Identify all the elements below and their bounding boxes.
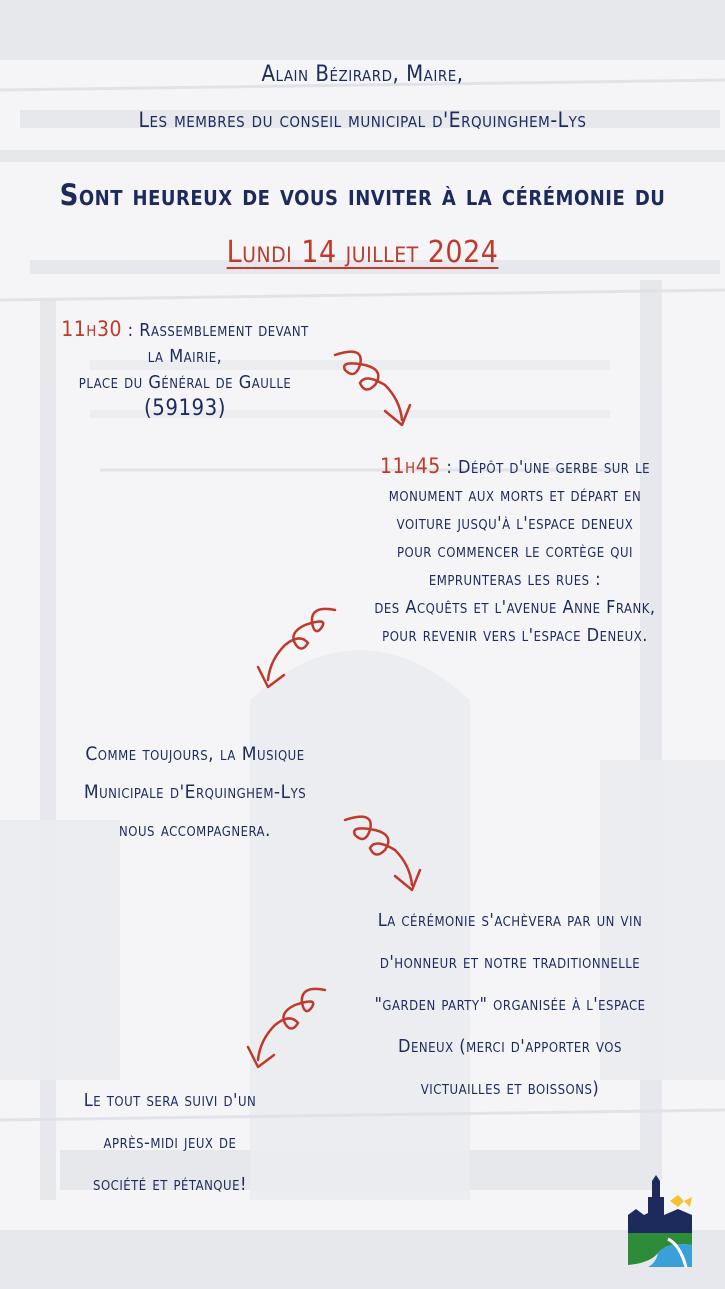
event-1130-line-2: la Mairie, bbox=[147, 346, 223, 367]
music-line-2: Municipale d'Erquinghem-Lys bbox=[83, 781, 307, 803]
curly-arrow-icon bbox=[240, 985, 330, 1075]
final-line-2: après-midi jeux de bbox=[103, 1132, 237, 1153]
event-1130-line-3: place du Général de Gaulle bbox=[78, 372, 292, 393]
event-1145-line-4: pour commencer le cortège qui bbox=[396, 541, 634, 562]
music-line-3: nous accompagnera. bbox=[119, 819, 271, 841]
event-1145-line-3: voiture jusqu'à l'espace deneux bbox=[396, 513, 634, 534]
closing-line-3: "garden party" organisée à l'espace bbox=[374, 994, 646, 1015]
curly-arrow-icon bbox=[340, 810, 430, 900]
final-line-1: Le tout sera suivi d'un bbox=[83, 1090, 257, 1111]
event-1145-time: 11h45 bbox=[380, 454, 441, 478]
event-1130-line-1: 11h30 : Rassemblement devant bbox=[61, 317, 309, 341]
final-line-3: société et pétanque! bbox=[93, 1174, 247, 1195]
event-1145 bbox=[330, 452, 700, 650]
ceremony-date: Lundi 14 juillet 2024 bbox=[226, 235, 499, 270]
closing-note bbox=[310, 900, 710, 1110]
event-1130 bbox=[30, 316, 340, 422]
event-1130-time: 11h30 bbox=[61, 317, 122, 341]
event-1145-line-5: emprunteras les rues : bbox=[428, 569, 602, 590]
final-note bbox=[40, 1080, 300, 1206]
curly-arrow-icon bbox=[250, 605, 340, 695]
header-line-mayor: Alain Bézirard, Maire, bbox=[261, 62, 464, 87]
event-1145-line-6: des Acquêts et l'avenue Anne Frank, bbox=[374, 597, 656, 618]
closing-line-2: d'honneur et notre traditionnelle bbox=[379, 952, 641, 973]
header-line-council: Les membres du conseil municipal d'Erquinghem-Lys bbox=[138, 108, 587, 132]
event-1145-line-2: monument aux morts et départ en bbox=[388, 485, 642, 506]
event-1145-line-7: pour revenir vers l'espace Deneux. bbox=[382, 625, 648, 646]
closing-line-1: La cérémonie s'achèvera par un vin bbox=[377, 910, 643, 931]
closing-line-4: Deneux (merci d'apporter vos bbox=[398, 1036, 622, 1057]
closing-line-5: victuailles et boissons) bbox=[420, 1078, 600, 1099]
invitation-line: Sont heureux de vous inviter à la cérémonie du bbox=[59, 178, 666, 212]
curly-arrow-icon bbox=[330, 345, 420, 435]
event-1145-line-1: 11h45 : Dépôt d'une gerbe sur le bbox=[380, 454, 650, 478]
music-line-1: Comme toujours, la Musique bbox=[85, 743, 305, 765]
music-note bbox=[30, 735, 360, 849]
event-1130-line-4: (59193) bbox=[144, 396, 226, 421]
erquinghem-lys-logo-icon bbox=[628, 1175, 698, 1270]
